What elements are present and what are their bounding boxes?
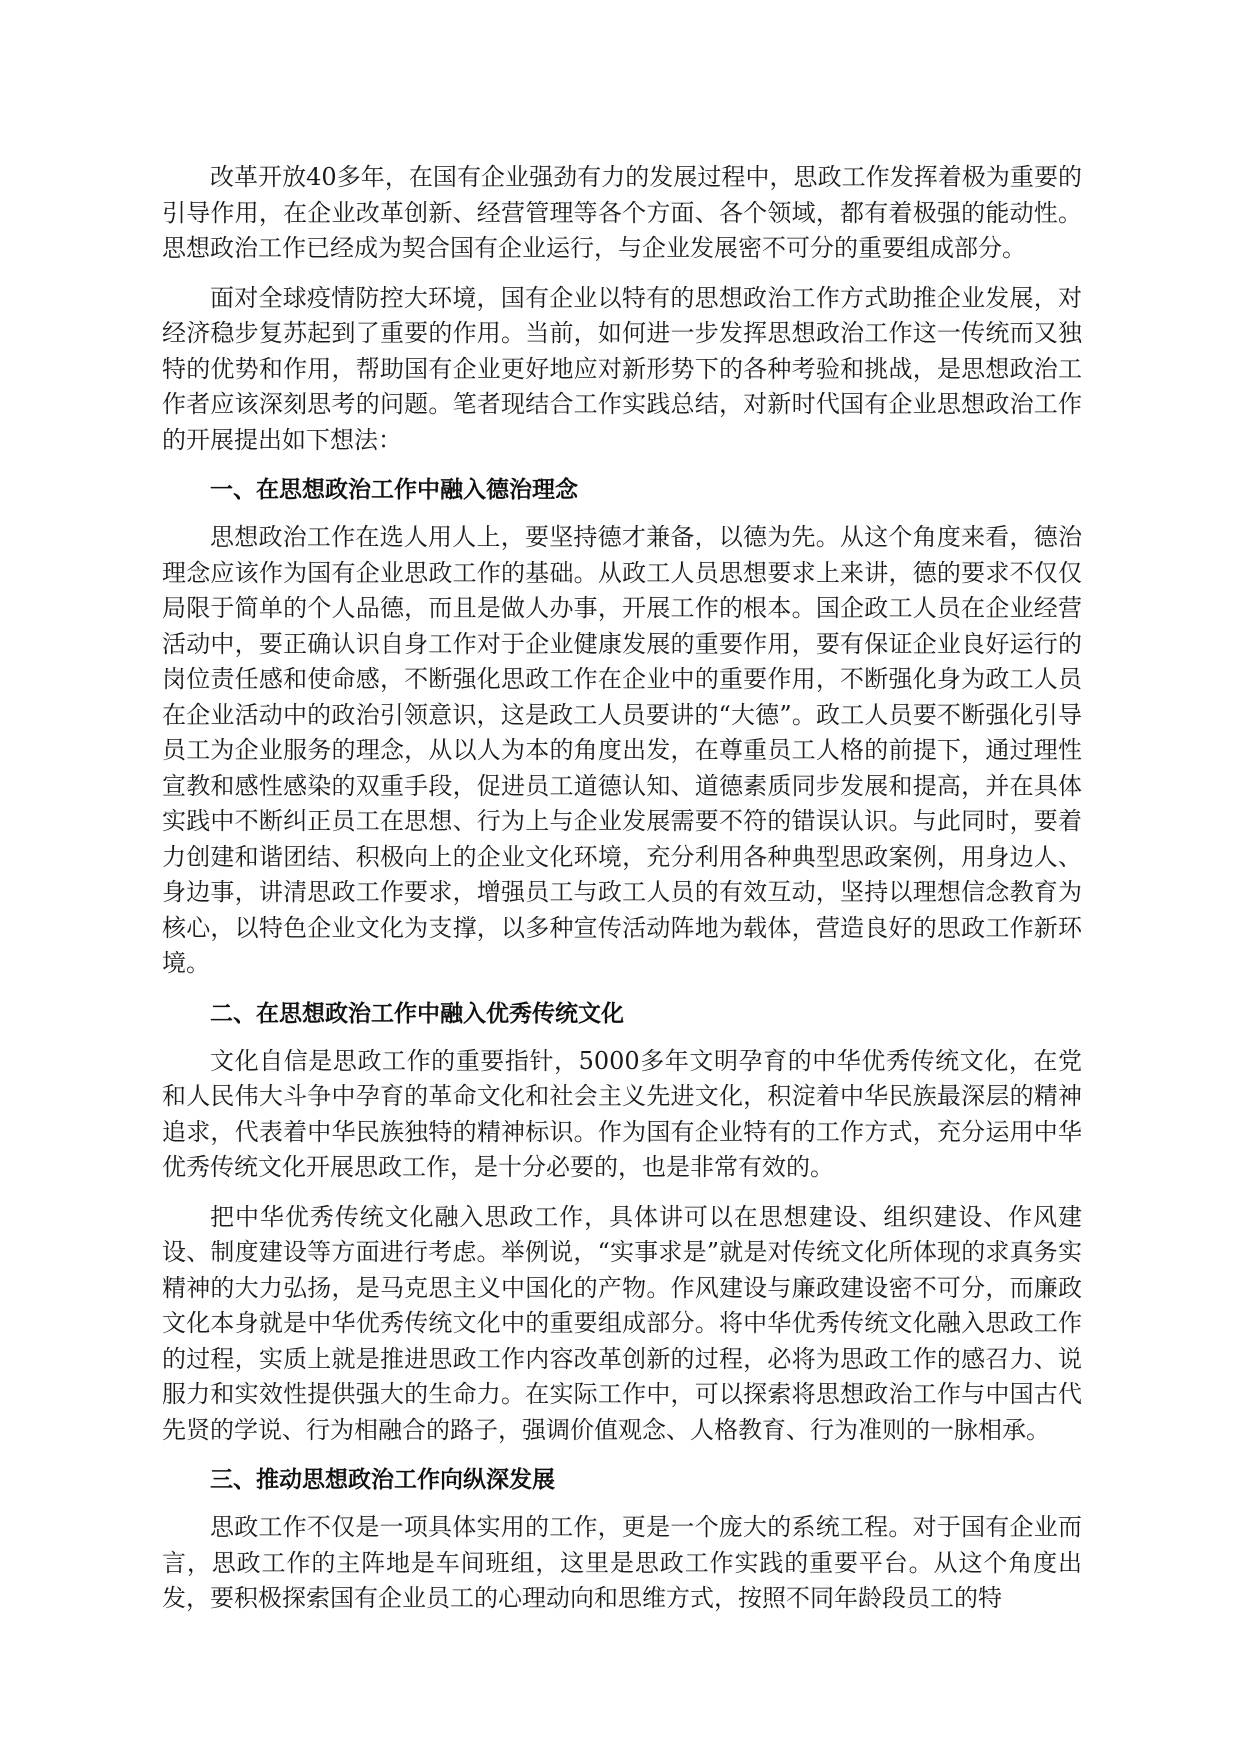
section-heading-2: 二、在思想政治工作中融入优秀传统文化 — [210, 1000, 624, 1027]
section-heading-1: 一、在思想政治工作中融入德治理念 — [210, 477, 578, 503]
paragraph-section-2a: 文化自信是思政工作的重要指针，5000多年文明孕育的中华优秀传统文化，在党和人民伟大斗争中孕育的革命文化和社会主义先进文化，积淀着中华民族最深层的精神追求，代表着中华民族独特的精神标识。作为国有企业特有的工作方式，充分运用中华优秀传统文化开展思政工作，是十分必要的，也是非常有效的。 — [162, 1046, 1082, 1181]
paragraph-context: 面对全球疫情防控大环境，国有企业以特有的思想政治工作方式助推企业发展，对经济稳步复苏起到了重要的作用。当前，如何进一步发挥思想政治工作这一传统而又独特的优势和作用，帮助国有企业更好地应对新形势下的各种考验和挑战，是思想政治工作者应该深刻思考的问题。笔者现结合工作实践总结，对新时代国有企业思想政治工作的开展提出如下想法： — [162, 283, 1082, 454]
paragraph-section-2b: 把中华优秀传统文化融入思政工作，具体讲可以在思想建设、组织建设、作风建设、制度建设等方面进行考虑。举例说，“实事求是”就是对传统文化所体现的求真务实精神的大力弘扬，是马克思主义中国化的产物。作风建设与廉政建设密不可分，而廉政文化本身就是中华优秀传统文化中的重要组成部分。将中华优秀传统文化融入思政工作的过程，实质上就是推进思政工作内容改革创新的过程，必将为思政工作的感召力、说服力和实效性提供强大的生命力。在实际工作中，可以探索将思想政治工作与中国古代先贤的学说、行为相融合的路子，强调价值观念、人格教育、行为准则的一脉相承。 — [162, 1202, 1082, 1444]
document-body — [162, 160, 1082, 1631]
section-heading-3: 三、推动思想政治工作向纵深发展 — [210, 1467, 555, 1493]
paragraph-intro: 改革开放40多年，在国有企业强劲有力的发展过程中，思政工作发挥着极为重要的引导作用，在企业改革创新、经营管理等各个方面、各个领域，都有着极强的能动性。思想政治工作已经成为契合国有企业运行，与企业发展密不可分的重要组成部分。 — [162, 163, 1082, 262]
paragraph-section-3: 思政工作不仅是一项具体实用的工作，更是一个庞大的系统工程。对于国有企业而言，思政工作的主阵地是车间班组，这里是思政工作实践的重要平台。从这个角度出发，要积极探索国有企业员工的心理动向和思维方式，按照不同年龄段员工的特 — [162, 1513, 1082, 1612]
paragraph-section-1: 思想政治工作在选人用人上，要坚持德才兼备，以德为先。从这个角度来看，德治理念应该作为国有企业思政工作的基础。从政工人员思想要求上来讲，德的要求不仅仅局限于简单的个人品德，而且是做人办事，开展工作的根本。国企政工人员在企业经营活动中，要正确认识自身工作对于企业健康发展的重要作用，要有保证企业良好运行的岗位责任感和使命感，不断强化思政工作在企业中的重要作用，不断强化身为政工人员在企业活动中的政治引领意识，这是政工人员要讲的“大德”。政工人员要不断强化引导员工为企业服务的理念，从以人为本的角度出发，在尊重员工人格的前提下，通过理性宣教和感性感染的双重手段，促进员工道德认知、道德素质同步发展和提高，并在具体实践中不断纠正员工在思想、行为上与企业发展需要不符的错误认识。与此同时，要着力创建和谐团结、积极向上的企业文化环境，充分利用各种典型思政案例，用身边人、身边事，讲清思政工作要求，增强员工与政工人员的有效互动，坚持以理想信念教育为核心，以特色企业文化为支撑，以多种宣传活动阵地为载体，营造良好的思政工作新环境。 — [162, 523, 1082, 977]
